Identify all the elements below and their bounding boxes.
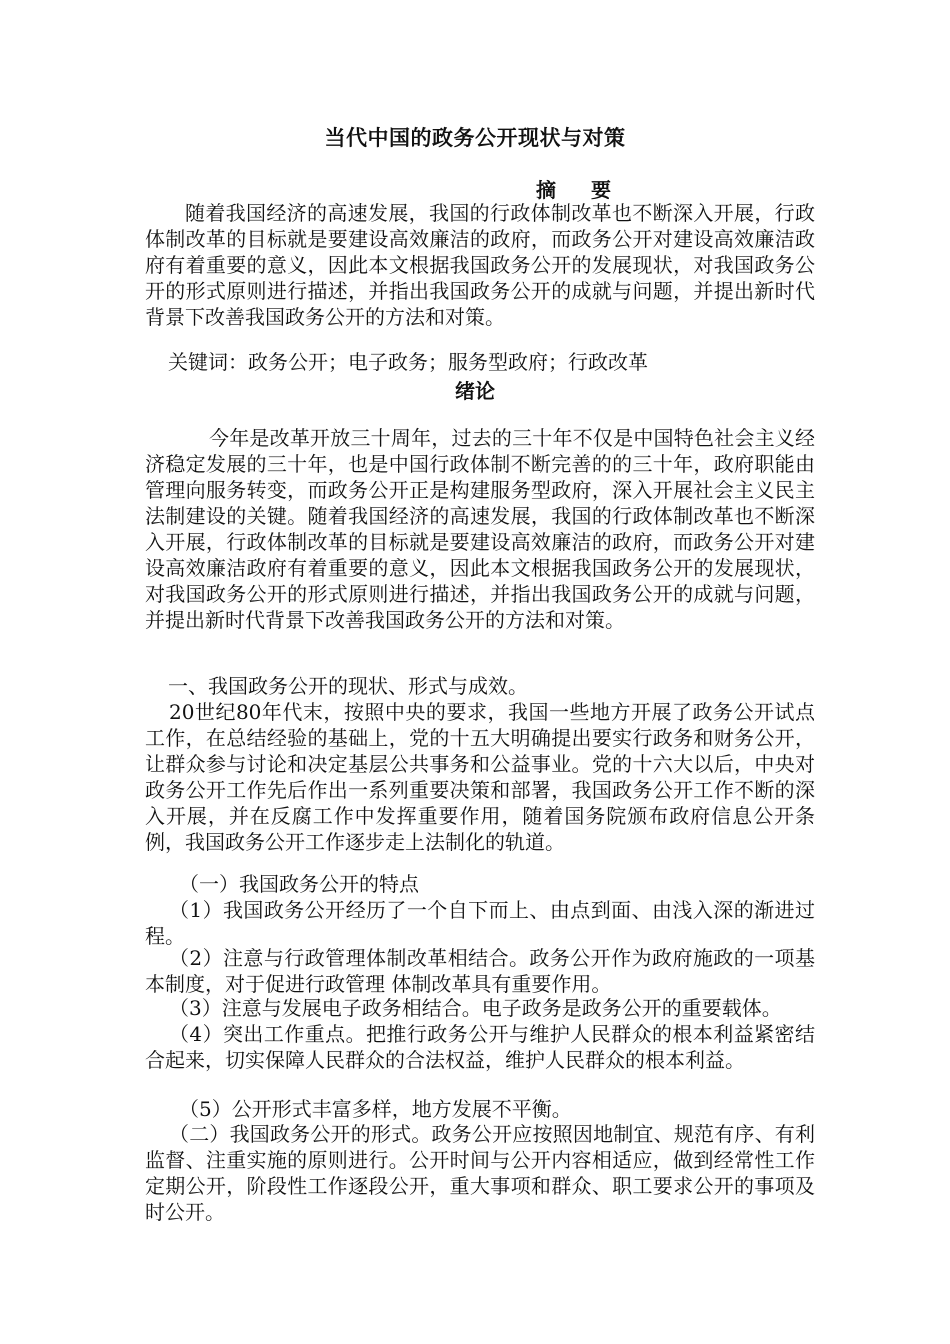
document-title: 当代中国的政务公开现状与对策 <box>324 126 626 150</box>
intro-paragraph: 今年是改革开放三十周年，过去的三十年不仅是中国特色社会主义经济稳定发展的三十年，也是中国行政体制不断完善的的三十年，政府职能由管理向服务转变，而政务公开正是构建服务型政府，深入开展社会主义民主法制建设的关键。随着我国经济的高速发展，我国的行政体制改革也不断深入开展，行政体制改革的目标就是要建设高效廉洁的政府，而政务公开对建设高效廉洁政府有着重要的意义，因此本文根据我国政务公开的发展现状，对我国政务公开的形式原则进行描述，并指出我国政务公开的成就与问题，并提出新时代背景下改善我国政务公开的方法和对策。 <box>145 426 815 632</box>
section1-paragraph: 20世纪80年代末，按照中央的要求，我国一些地方开展了政务公开试点工作，在总结经验的基础上，党的十五大明确提出要实行政务和财务公开，让群众参与讨论和决定基层公共事务和公益事业。党的十六大以后，中央对政务公开工作先后作出一系列重要决策和部署，我国政务公开工作不断的深入开展，并在反腐工作中发挥重要作用，随着国务院颁布政府信息公开条例，我国政务公开工作逐步走上法制化的轨道。 <box>145 700 815 854</box>
keywords-text: 政务公开；电子政务；服务型政府；行政改革 <box>248 350 648 374</box>
list-item: （4）突出工作重点。把推行政务公开与维护人民群众的根本利益紧密结合起来，切实保障人民群众的合法权益，维护人民群众的根本利益。 <box>145 1022 815 1072</box>
subsection2-paragraph: （二）我国政务公开的形式。政务公开应按照因地制宜、规范有序、有利监督、注重实施的原则进行。公开时间与公开内容相适应，做到经常性工作定期公开，阶段性工作逐段公开，重大事项和群众、职工要求公开的事项及时公开。 <box>145 1122 815 1224</box>
section1-heading: 一、我国政务公开的现状、形式与成效。 <box>168 674 528 698</box>
keywords-label: 关键词： <box>168 350 248 374</box>
list-item: （1）我国政务公开经历了一个自下而上、由点到面、由浅入深的渐进过程。 <box>145 898 815 948</box>
abstract-paragraph: 随着我国经济的高速发展，我国的行政体制改革也不断深入开展，行政体制改革的目标就是要建设高效廉洁的政府，而政务公开对建设高效廉洁政府有着重要的意义，因此本文根据我国政务公开的发展现状，对我国政务公开的形式原则进行描述，并指出我国政务公开的成就与问题，并提出新时代背景下改善我国政务公开的方法和对策。 <box>145 201 815 329</box>
intro-heading: 绪论 <box>455 379 495 403</box>
list-item: （3）注意与发展电子政务相结合。电子政务是政务公开的重要载体。 <box>169 996 782 1020</box>
keywords-line <box>168 349 648 375</box>
list-item: （5）公开形式丰富多样，地方发展不平衡。 <box>179 1097 572 1121</box>
subsection1-heading: （一）我国政务公开的特点 <box>179 872 419 896</box>
abstract-heading: 摘 要 <box>536 178 625 202</box>
list-item: （2）注意与行政管理体制改革相结合。政务公开作为政府施政的一项基本制度，对于促进行政管理 体制改革具有重要作用。 <box>145 946 815 996</box>
